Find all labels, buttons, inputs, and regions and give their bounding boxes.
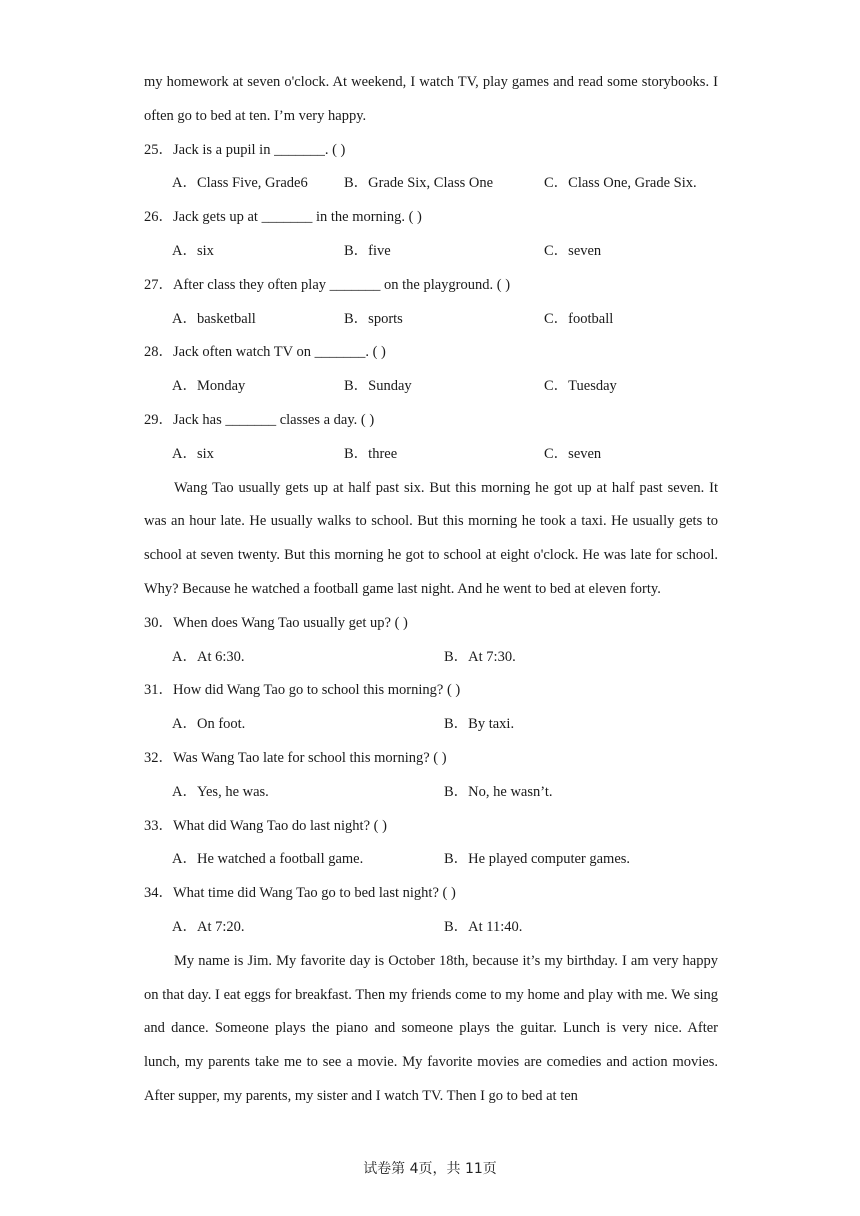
question-text: 32．Was Wang Tao late for school this morning? ( ) bbox=[144, 749, 447, 766]
question-text: 26．Jack gets up at _______ in the morning. ( ) bbox=[144, 209, 422, 226]
question-options bbox=[144, 641, 718, 675]
question-25 bbox=[144, 134, 718, 202]
question-31 bbox=[144, 674, 718, 742]
question-options bbox=[144, 708, 718, 742]
question-33 bbox=[144, 810, 718, 878]
question-27 bbox=[144, 269, 718, 337]
option-c: C．seven bbox=[544, 242, 602, 259]
page-content bbox=[144, 66, 718, 1114]
option-a: A．Monday bbox=[172, 378, 246, 395]
option-b: B．Grade Six, Class One bbox=[344, 175, 494, 192]
option-c: C．Tuesday bbox=[544, 378, 617, 395]
question-28 bbox=[144, 336, 718, 404]
question-options bbox=[144, 911, 718, 945]
question-34 bbox=[144, 877, 718, 945]
question-text: 25．Jack is a pupil in _______. ( ) bbox=[144, 141, 346, 158]
option-b: B．At 7:30. bbox=[444, 648, 516, 665]
question-29 bbox=[144, 404, 718, 472]
option-b: B．He played computer games. bbox=[444, 851, 631, 868]
question-options bbox=[144, 370, 718, 404]
question-30 bbox=[144, 607, 718, 675]
question-32 bbox=[144, 742, 718, 810]
question-options bbox=[144, 167, 718, 201]
option-b: B．Sunday bbox=[344, 378, 412, 395]
option-b: B．At 11:40. bbox=[444, 918, 523, 935]
option-a: A．At 6:30. bbox=[172, 648, 245, 665]
question-text: 34．What time did Wang Tao go to bed last night? ( ) bbox=[144, 885, 456, 902]
question-options bbox=[144, 776, 718, 810]
question-options bbox=[144, 438, 718, 472]
passage-1-end: my homework at seven o'clock. At weekend, I watch TV, play games and read some storybooks. I often go to bed at ten. I’m very happy. bbox=[144, 74, 718, 124]
passage-3: My name is Jim. My favorite day is October 18th, because it’s my birthday. I am very happy on that day. I eat eggs for breakfast. Then my friends come to my home and play with me. We sing and dance. Someone plays the piano and someone plays the guitar. Lunch is very nice. After lunch, my parents take me to see a movie. My favorite movies are comedies and action movies. After supper, my parents, my sister and I watch TV. Then I go to bed at ten bbox=[144, 952, 718, 1104]
option-c: C．seven bbox=[544, 445, 602, 462]
option-b: B．sports bbox=[344, 310, 403, 327]
question-options bbox=[144, 303, 718, 337]
question-26 bbox=[144, 201, 718, 269]
question-text: 30．When does Wang Tao usually get up? ( ) bbox=[144, 614, 408, 631]
question-text: 28．Jack often watch TV on _______. ( ) bbox=[144, 344, 386, 361]
option-a: A．At 7:20. bbox=[172, 918, 245, 935]
option-a: A．Class Five, Grade6 bbox=[172, 175, 308, 192]
option-a: A．six bbox=[172, 242, 214, 259]
question-text: 29．Jack has _______ classes a day. ( ) bbox=[144, 411, 375, 428]
option-c: C．Class One, Grade Six. bbox=[544, 175, 697, 192]
option-b: B．By taxi. bbox=[444, 716, 515, 733]
option-c: C．football bbox=[544, 310, 614, 327]
option-a: A．On foot. bbox=[172, 716, 246, 733]
question-options bbox=[144, 235, 718, 269]
option-b: B．No, he wasn’t. bbox=[444, 783, 553, 800]
option-a: A．Yes, he was. bbox=[172, 783, 269, 800]
passage-2: Wang Tao usually gets up at half past six. But this morning he got up at half past seven. It was an hour late. He usually walks to school. But this morning he took a taxi. He usually gets to school at seven twenty. But this morning he got to school at eight o'clock. He was late for school. Why? Because he watched a football game last night. And he went to bed at eleven forty. bbox=[144, 479, 718, 597]
question-text: 31．How did Wang Tao go to school this morning? ( ) bbox=[144, 682, 461, 699]
question-text: 33．What did Wang Tao do last night? ( ) bbox=[144, 817, 387, 834]
option-b: B．three bbox=[344, 445, 398, 462]
question-options bbox=[144, 843, 718, 877]
option-a: A．basketball bbox=[172, 310, 256, 327]
page-footer: 试卷第 4页，共 11页 bbox=[363, 1161, 497, 1177]
option-b: B．five bbox=[344, 242, 391, 259]
question-text: 27．After class they often play _______ on the playground. ( ) bbox=[144, 276, 511, 293]
option-a: A．He watched a football game. bbox=[172, 851, 364, 868]
option-a: A．six bbox=[172, 445, 214, 462]
